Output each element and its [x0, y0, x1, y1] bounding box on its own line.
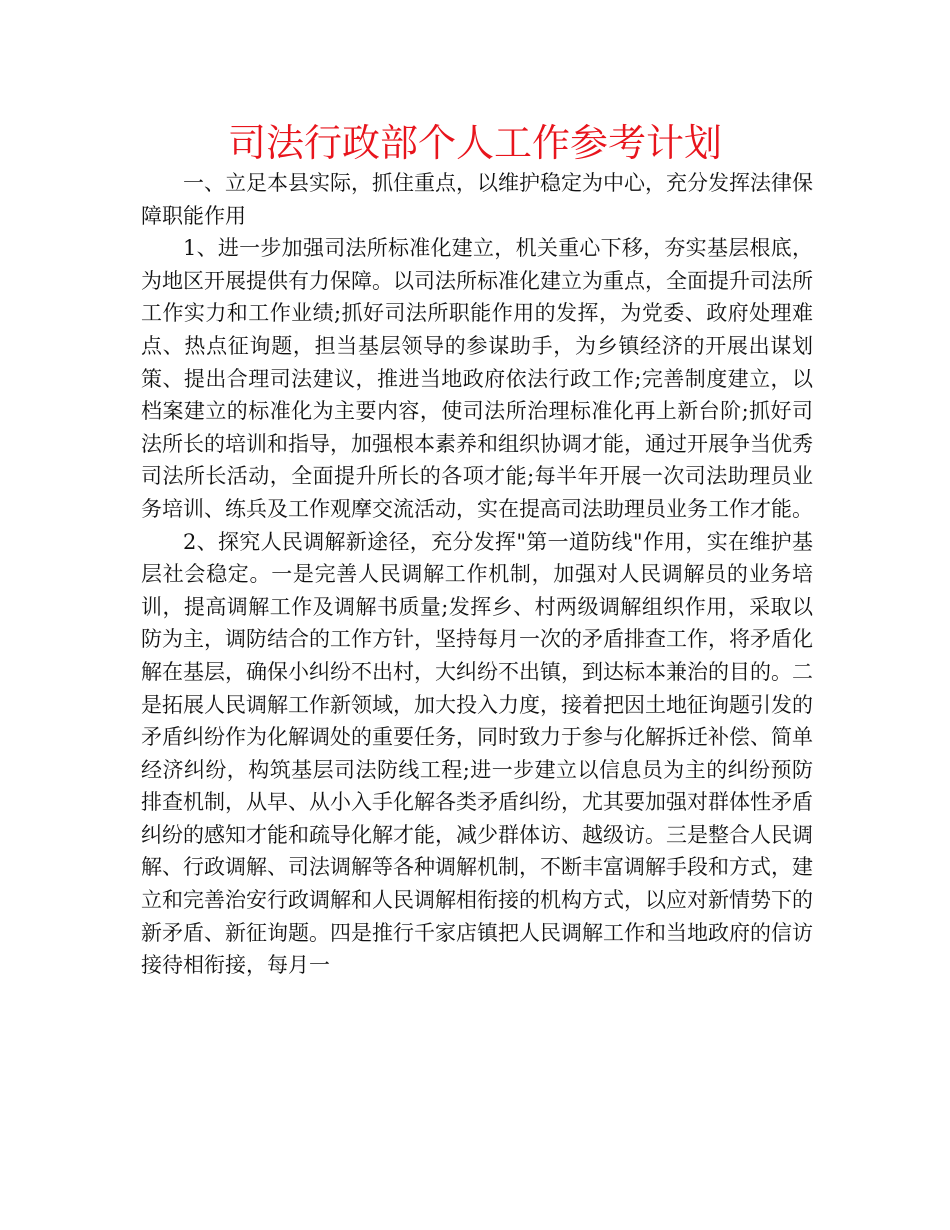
document-title: 司法行政部个人工作参考计划: [227, 121, 722, 165]
paragraph-item-1: 1、进一步加强司法所标准化建立，机关重心下移，夯实基层根底，为地区开展提供有力保障。以司法所标准化建立为重点，全面提升司法所工作实力和工作业绩;抓好司法所职能作用的发挥，为党委、政府处理难点、热点征询题，担当基层领导的参谋助手，为乡镇经济的开展出谋划策、提出合理司法建议，推进当地政府依法行政工作;完善制度建立，以档案建立的标准化为主要内容，使司法所治理标准化再上新台阶;抓好司法所长的培训和指导，加强根本素养和组织协调才能，通过开展争当优秀司法所长活动，全面提升所长的各项才能;每半年开展一次司法助理员业务培训、练兵及工作观摩交流活动，实在提高司法助理员业务工作才能。: [141, 236, 813, 521]
document-body: [141, 167, 813, 982]
paragraph-section-heading: 一、立足本县实际，抓住重点，以维护稳定为中心，充分发挥法律保障职能作用: [141, 171, 813, 228]
paragraph-item-2: 2、探究人民调解新途径，充分发挥"第一道防线"作用，实在维护基层社会稳定。一是完善人民调解工作机制，加强对人民调解员的业务培训，提高调解工作及调解书质量;发挥乡、村两级调解组织作用，采取以防为主，调防结合的工作方针，坚持每月一次的矛盾排查工作，将矛盾化解在基层，确保小纠纷不出村，大纠纷不出镇，到达标本兼治的目的。二是拓展人民调解工作新领域，加大投入力度，接着把因土地征询题引发的矛盾纠纷作为化解调处的重要任务，同时致力于参与化解拆迁补偿、简单经济纠纷，构筑基层司法防线工程;进一步建立以信息员为主的纠纷预防排查机制，从早、从小入手化解各类矛盾纠纷，尤其要加强对群体性矛盾纠纷的感知才能和疏导化解才能，减少群体访、越级访。三是整合人民调解、行政调解、司法调解等各种调解机制，不断丰富调解手段和方式，建立和完善治安行政调解和人民调解相衔接的机构方式，以应对新情势下的新矛盾、新征询题。四是推行千家店镇把人民调解工作和当地政府的信访接待相衔接，每月一: [141, 529, 813, 978]
